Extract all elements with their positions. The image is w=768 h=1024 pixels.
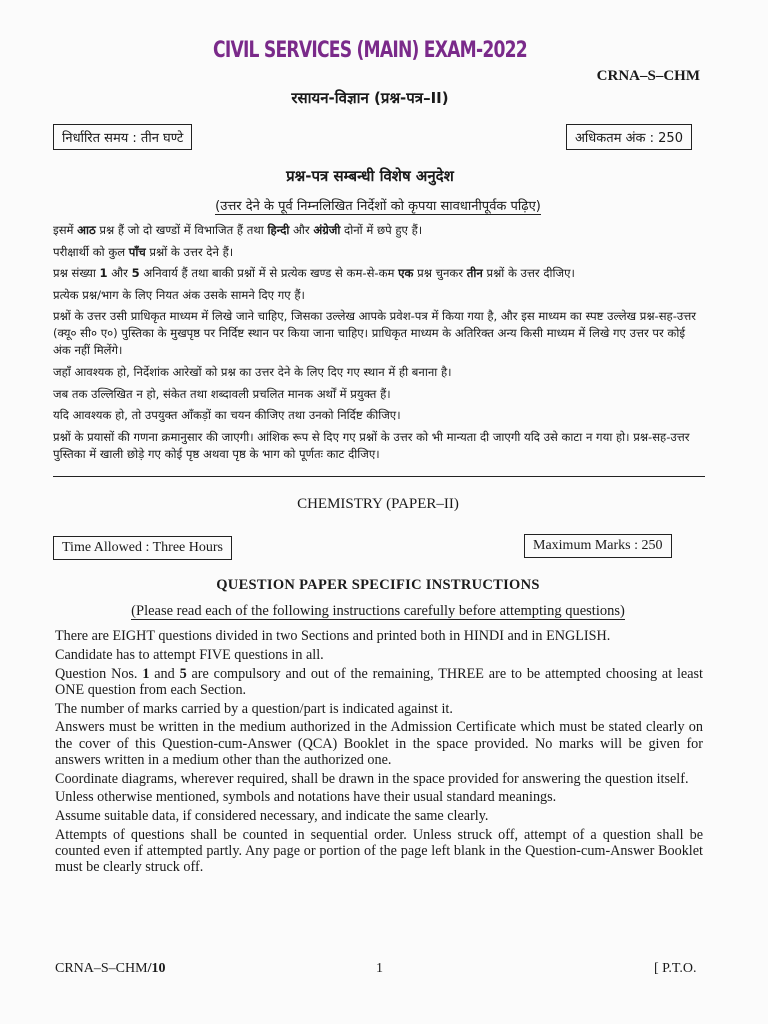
paper-code: CRNA–S–CHM (596, 68, 700, 84)
english-instruction-5: Answers must be written in the medium authorized in the Admission Certificate which must be stated clearly on the cover of this Question-cum-Answer (QCA) Booklet in the space provided. No marks will be given for answers written in a medium other than the authorized one. (55, 719, 703, 768)
english-instruction-7: Unless otherwise mentioned, symbols and notations have their usual standard meanings. (55, 789, 557, 806)
hindi-instruction-6: जहाँ आवश्यक हो, निर्देशांक आरेखों को प्रश्न का उत्तर देने के लिए दिए गए स्थान में ही बनाना है। (53, 364, 452, 379)
english-instruction-1: There are EIGHT questions divided in two Sections and printed both in HINDI and in ENGLISH. (55, 628, 611, 644)
hindi-instruction-1: इसमें आठ प्रश्न हैं जो दो खण्डों में विभाजित हैं तथा हिन्दी और अंग्रेजी दोनों में छपे हुए हैं। (53, 223, 423, 237)
english-instruction-8: Assume suitable data, if considered necessary, and indicate the same clearly. (55, 808, 489, 825)
english-instructions-list (55, 628, 703, 878)
english-instructions-subheading: (Please read each of the following instructions carefully before attempting questions) (131, 603, 625, 619)
hindi-paper-title: रसायन-विज्ञान (प्रश्न-पत्र–II) (291, 89, 449, 107)
hindi-instruction-9: प्रश्नों के प्रयासों की गणना क्रमानुसार की जाएगी। आंशिक रूप से दिए गए प्रश्नों के उत्तर को भी मान्यता दी जाएगी यदि उसे काटा न गया हो। प्रश्न-सह-उत्तर पुस्तिका में खाली छोड़े गए कोई पृष्ठ अथवा पृष्ठ के भाग को पूर्णतः काट दीजिए। (53, 429, 690, 461)
hindi-instruction-4: प्रत्येक प्रश्न/भाग के लिए नियत अंक उसके सामने दिए गए हैं। (53, 287, 305, 302)
hindi-max-marks-box: अधिकतम अंक : 250 (566, 124, 692, 150)
hindi-instruction-8: यदि आवश्यक हो, तो उपयुक्त आँकड़ों का चयन कीजिए तथा उनको निर्दिष्ट कीजिए। (53, 408, 401, 423)
english-paper-title: CHEMISTRY (PAPER–II) (297, 496, 459, 512)
hindi-instructions-heading: प्रश्न-पत्र सम्बन्धी विशेष अनुदेश (286, 167, 454, 185)
footer-pto: [ P.T.O. (654, 961, 697, 976)
exam-stamp: CIVIL SERVICES (MAIN) EXAM-2022 (213, 38, 527, 63)
hindi-instructions-list (53, 222, 705, 467)
english-instruction-6: Coordinate diagrams, wherever required, shall be drawn in the space provided for answering the question itself. (55, 770, 689, 787)
section-divider (53, 476, 705, 477)
footer-page-number: 1 (376, 961, 383, 976)
english-instruction-3: Question Nos. 1 and 5 are compulsory and out of the remaining, THREE are to be attempted choosing at least ONE question from each Section. (55, 665, 703, 698)
hindi-instructions-subheading: (उत्तर देने के पूर्व निम्नलिखित निर्देशों को कृपया सावधानीपूर्वक पढ़िए) (215, 199, 541, 214)
english-instruction-9: Attempts of questions shall be counted in sequential order. Unless struck off, attempt of a question shall be counted even if attempted partly. Any page or portion of the page left blank in the Question-cum-Answer Booklet must be clearly struck off. (55, 826, 703, 876)
footer-paper-code: CRNA–S–CHM/10 (55, 961, 166, 976)
hindi-instruction-7: जब तक उल्लिखित न हो, संकेत तथा शब्दावली प्रचलित मानक अर्थों में प्रयुक्त हैं। (53, 386, 391, 401)
english-instruction-4: The number of marks carried by a question/part is indicated against it. (55, 700, 453, 717)
english-instructions-heading: QUESTION PAPER SPECIFIC INSTRUCTIONS (216, 577, 540, 593)
english-instruction-2: Candidate has to attempt FIVE questions in all. (55, 646, 324, 663)
hindi-instruction-3: प्रश्न संख्या 1 और 5 अनिवार्य हैं तथा बाकी प्रश्नों में से प्रत्येक खण्ड से कम-से-कम एक प्रश्न चुनकर तीन प्रश्नों के उत्तर दीजिए। (53, 266, 575, 281)
hindi-instruction-5: प्रश्नों के उत्तर उसी प्राधिकृत माध्यम में लिखे जाने चाहिए, जिसका उल्लेख आपके प्रवेश-पत्र में किया गया है, और इस माध्यम का स्पष्ट उल्लेख प्रश्न-सह-उत्तर (क्यू० सी० ए०) पुस्तिका के मुखपृष्ठ पर निर्दिष्ट स्थान पर किया जाना चाहिए। प्राधिकृत माध्यम के अतिरिक्त अन्य किसी माध्यम में लिखे गए उत्तर पर कोई अंक नहीं मिलेंगे। (53, 309, 697, 358)
english-time-allowed-box: Time Allowed : Three Hours (53, 536, 232, 560)
english-max-marks-box: Maximum Marks : 250 (524, 534, 672, 558)
hindi-instruction-2: परीक्षार्थी को कुल पाँच प्रश्नों के उत्तर देने हैं। (53, 244, 234, 259)
hindi-time-allowed-box: निर्धारित समय : तीन घण्टे (53, 124, 192, 150)
